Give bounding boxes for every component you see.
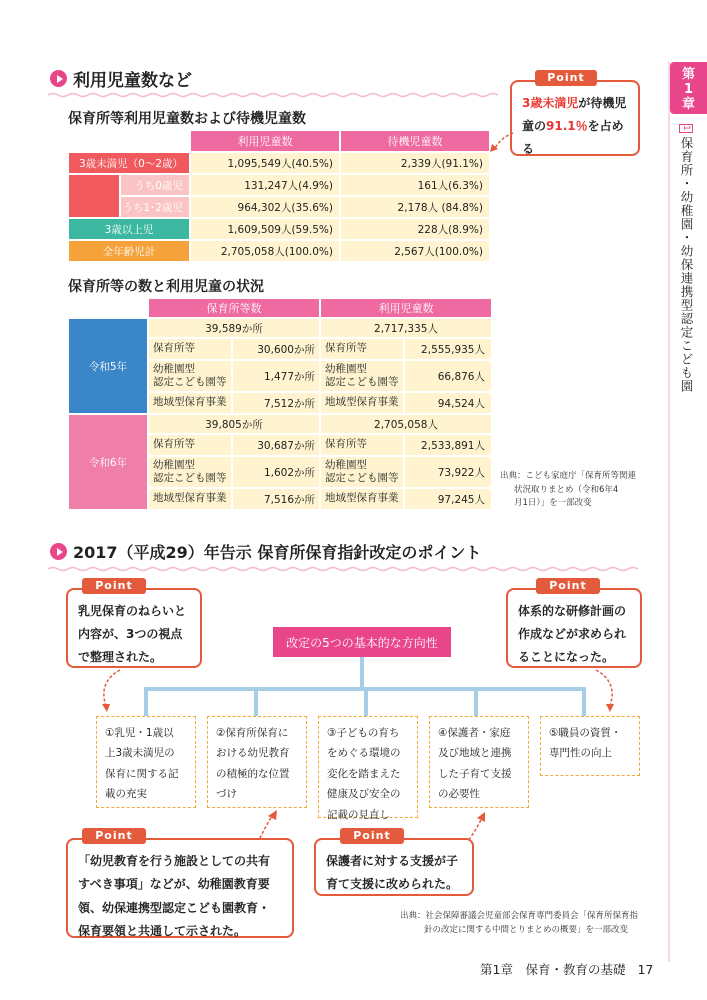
table2-cell: 1,602か所 (232, 456, 320, 488)
table1-cell: 161人(6.3%) (340, 174, 490, 196)
table2-year-label: 令和5年 (68, 318, 148, 414)
table1-cell: 1,609,509人(59.5%) (190, 218, 340, 240)
point-tag: Point (82, 578, 146, 594)
table2-name: 保育所等 (148, 434, 232, 456)
table2-name (320, 456, 404, 488)
table1-row-label: 全年齢児計 (68, 240, 190, 262)
table2-header-children: 利用児童数 (320, 298, 492, 318)
point-box-waiting (510, 80, 640, 156)
table2-name-line: 認定こども園等 (153, 472, 227, 484)
table2-name-line: 認定こども園等 (153, 376, 227, 388)
chapter-tab[interactable] (670, 62, 707, 114)
chapter-side-title (677, 124, 695, 393)
direction-box-1 (96, 716, 196, 808)
section-title: 利用児童数など (73, 71, 192, 91)
table2-name-line: 幼稚園型 (325, 362, 367, 375)
point-line: 保護者に対する支援が子 (326, 854, 459, 868)
point-tag: Point (535, 70, 597, 86)
point-box-training (506, 588, 642, 668)
table1-row-label: 3歳未満児（0～2歳） (68, 152, 190, 174)
diagram-source (400, 910, 650, 937)
direction-box-2 (207, 716, 307, 808)
point-text: が待機児童の (522, 96, 627, 133)
table2-name: 地域型保育事業 (148, 488, 232, 510)
table1-cell: 131,247人(4.9%) (190, 174, 340, 196)
table2-cell: 66,876人 (404, 360, 492, 392)
page-number: 17 (637, 962, 654, 977)
point-box-parent-support (314, 838, 474, 896)
table2-cell: 7,512か所 (232, 392, 320, 414)
table2-name: 地域型保育事業 (320, 392, 404, 414)
table2-cell: 2,555,935人 (404, 338, 492, 360)
page-footer (480, 960, 653, 978)
table2-name (148, 360, 232, 392)
table2-name: 保育所等 (148, 338, 232, 360)
table2-title: 保育所等の数と利用児童の状況 (68, 279, 264, 295)
table2-name-line: 認定こども園等 (325, 376, 399, 388)
point-line: すべき事項」などが、幼稚園教育要 (78, 877, 270, 892)
source-line: 月1日）」を一部改变 (514, 498, 592, 509)
direction-line: ④保護者・家庭 (438, 727, 511, 739)
table2-source (500, 470, 640, 511)
table1-cell: 1,095,549人(40.5%) (190, 152, 340, 174)
table1-header-waiting: 待機児童数 (340, 130, 490, 152)
wavy-divider (48, 566, 642, 572)
table1-label-fill (68, 174, 120, 218)
chapter-side-line (668, 62, 670, 962)
table2-name (320, 360, 404, 392)
table1-cell: 2,178人 (84.8%) (340, 196, 490, 218)
direction-box-3 (318, 716, 418, 821)
table2-total: 2,717,335人 (320, 318, 492, 338)
wavy-divider (48, 92, 498, 98)
point-line: 乳児保育のねらいと (78, 604, 187, 618)
direction-line: 上3歳未満児の (105, 747, 175, 760)
point-line: 内容が、3つの視点 (78, 626, 183, 641)
table2-total: 39,805か所 (148, 414, 320, 434)
table2-total: 2,705,058人 (320, 414, 492, 434)
direction-line: の必要性 (438, 788, 480, 801)
source-line: 出典：こども家庭庁「保育所等関連 (500, 471, 637, 481)
source-line: 出典：社会保障審議会児童部会保育専門委員会「保育所保育指 (400, 911, 639, 921)
table2-header-facilities: 保育所等数 (148, 298, 320, 318)
table1-row-label: 3歳以上児 (68, 218, 190, 240)
table2-name: 地域型保育事業 (320, 488, 404, 510)
table2-name: 地域型保育事業 (148, 392, 232, 414)
table1-row-label: うち1･2歳児 (120, 196, 190, 218)
section-heading-usage (50, 66, 192, 91)
point-line: ることになった。 (518, 649, 615, 664)
point-box-early-education (66, 838, 294, 938)
source-line: 針の改定に関する中間とりまとめの概要」を一部改变 (424, 924, 629, 935)
point-tag: Point (340, 828, 404, 844)
source-line: 状況取りまとめ（令和6年4 (514, 484, 619, 495)
table2-name (148, 456, 232, 488)
direction-line: ②保育所保育に (216, 727, 289, 739)
table1-cell: 2,705,058人(100.0%) (190, 240, 340, 262)
tree-connector (130, 657, 600, 717)
direction-line: 変化を踏まえた (327, 767, 401, 780)
point-line: 育て支援に改められた。 (326, 876, 459, 891)
table2-name: 保育所等 (320, 434, 404, 456)
point-box-infant (66, 588, 202, 668)
table2-cell: 7,516か所 (232, 488, 320, 510)
table2-cell: 97,245人 (404, 488, 492, 510)
table1-cell: 228人(8.9%) (340, 218, 490, 240)
direction-line: ⑤職員の資質・ (549, 727, 622, 739)
table1-cell: 2,339人(91.1%) (340, 152, 490, 174)
table2-total: 39,589か所 (148, 318, 320, 338)
point-text-red-pct: 91.1％ (546, 118, 588, 133)
table2-name-line: 幼稚園型 (153, 362, 195, 375)
direction-line: 専門性の向上 (549, 747, 612, 760)
table2-name: 保育所等 (320, 338, 404, 360)
direction-line: した子育て支援 (438, 767, 512, 780)
table2-cell: 2,533,891人 (404, 434, 492, 456)
table1-row-label: うち0歳児 (120, 174, 190, 196)
direction-line: ③子どもの育ち (327, 727, 400, 739)
play-bullet-icon (50, 543, 67, 560)
section-title: 2017（平成29）年告示 保育所保育指針改定のポイント (73, 543, 482, 562)
direction-line: 載の充実 (105, 788, 147, 801)
point-line: 領、幼保連携型認定こども園教育・ (78, 900, 271, 915)
arrow-icon (90, 668, 130, 714)
table1-header-usage: 利用児童数 (190, 130, 340, 152)
direction-line: づけ (216, 788, 237, 801)
table1-cell: 964,302人(35.6%) (190, 196, 340, 218)
direction-line: 保育に関する記 (105, 767, 179, 780)
point-text-end: を占める (522, 118, 624, 156)
direction-box-5 (540, 716, 640, 776)
table2-cell: 1,477か所 (232, 360, 320, 392)
section-side-text: 保育所・幼稚園・幼保連携型認定こども園 (679, 136, 694, 394)
table2-cell: 30,600か所 (232, 338, 320, 360)
table1-cell: 2,567人(100.0%) (340, 240, 490, 262)
arrow-icon (488, 130, 516, 156)
table2-name-line: 幼稚園型 (153, 458, 195, 471)
direction-line: の積極的な位置 (216, 767, 290, 780)
table2-cell: 73,922人 (404, 456, 492, 488)
section-number: 1 (681, 125, 691, 132)
table2-name-line: 認定こども園等 (325, 472, 399, 484)
play-bullet-icon (50, 70, 67, 87)
table2-name-line: 幼稚園型 (325, 458, 367, 471)
point-tag: Point (536, 578, 600, 594)
direction-line: 及び地域と連携 (438, 747, 512, 760)
point-line: 体系的な研修計画の (518, 604, 627, 618)
point-text-red: 3歳未満児 (522, 96, 579, 110)
direction-line: おける幼児教育 (216, 747, 290, 760)
table2-year-label: 令和6年 (68, 414, 148, 510)
point-line: 作成などが求められ (518, 626, 627, 641)
diagram-title: 改定の5つの基本的な方向性 (273, 627, 451, 657)
table2-cell: 30,687か所 (232, 434, 320, 456)
direction-line: 記載の見直し (327, 808, 390, 821)
footer-chapter: 第1章 保育・教育の基礎 (480, 962, 626, 977)
point-line: 保育要領と共通して示された。 (78, 924, 247, 939)
chapter-tab-label: 第1章 (681, 67, 695, 112)
point-line: で整理された。 (78, 649, 163, 664)
point-tag: Point (82, 828, 146, 844)
table2-cell: 94,524人 (404, 392, 492, 414)
section-heading-guideline (50, 540, 481, 563)
table1-title: 保育所等利用児童数および待機児童数 (68, 111, 306, 127)
direction-line: ①乳児・1歳以 (105, 727, 174, 739)
direction-line: 健康及び安全の (327, 788, 401, 801)
direction-box-4 (429, 716, 529, 808)
point-line: 「幼児教育を行う施設としての共有 (78, 854, 271, 868)
direction-line: をめぐる環境の (327, 747, 401, 760)
